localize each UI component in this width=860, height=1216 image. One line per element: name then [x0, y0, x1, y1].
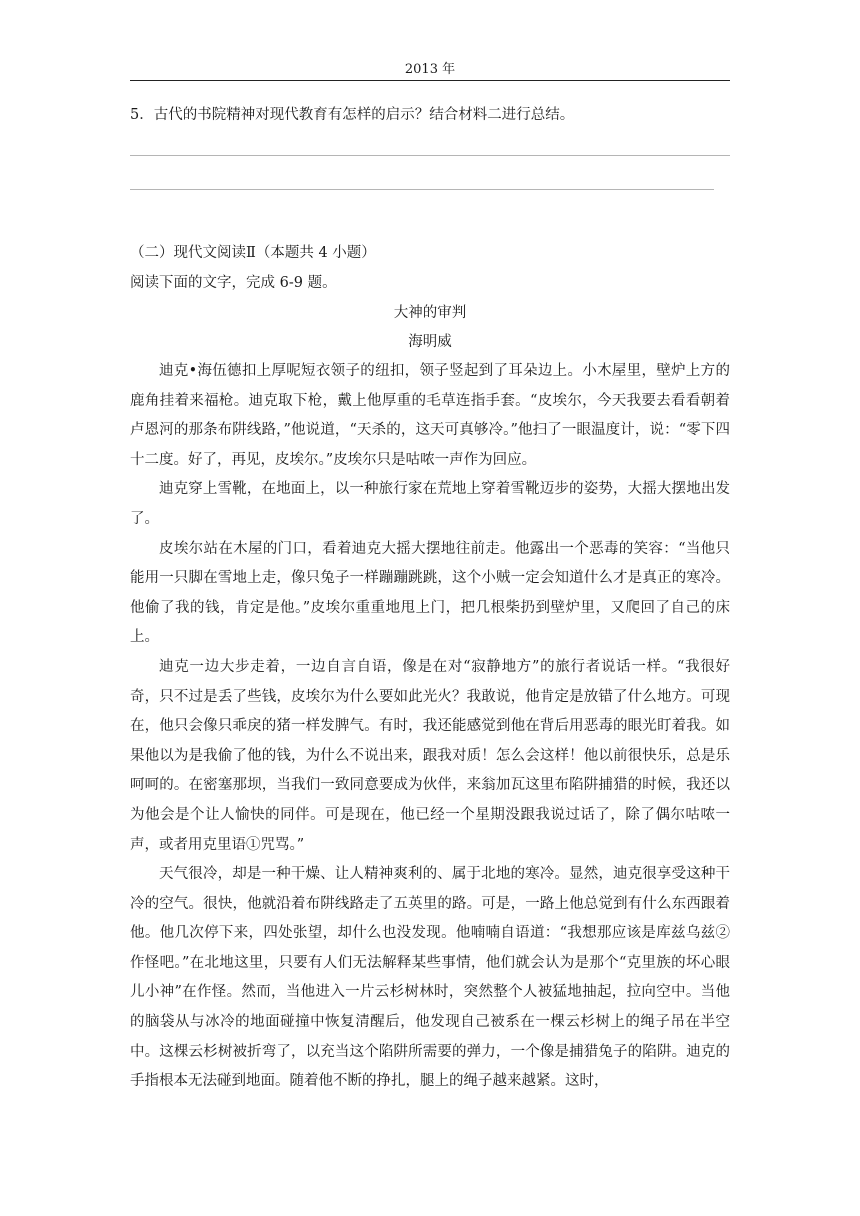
- section-instruction: 阅读下面的文字，完成 6-9 题。: [130, 275, 337, 291]
- story-paragraph: 天气很冷，却是一种干燥、让人精神爽利的、属于北地的寒冷。显然，迪克很享受这种干冷的空气。很快，他就沿着布阱线路走了五英里的路。可是，一路上他总觉到有什么东西跟着他。他几次停下来，四处张望，却什么也没发现。他喃喃自语道：“我想那应该是库兹乌兹②作怪吧。”在北地这里，只要有人们无法解释某些事情，他们就会认为是那个“克里族的坏心眼儿小神”在作怪。然而，当他进入一片云杉树林时，突然整个人被猛地抽起，拉向空中。当他的脑袋从与冰冷的地面碰撞中恢复清醒后，他发现自己被系在一棵云杉树上的绳子吊在半空中。这棵云杉树被折弯了，以充当这个陷阱所需要的弹力，一个像是捕猎兔子的陷阱。迪克的手指根本无法碰到地面。随着他不断的挣扎，腿上的绳子越来越紧。这时，: [130, 866, 730, 1090]
- answer-line-1: [130, 155, 730, 156]
- page-header-year: 2013 年: [404, 62, 456, 77]
- story-paragraph: 迪克一边大步走着，一边自言自语，像是在对“寂静地方”的旅行者说话一样。“我很好奇，只不过是丢了些钱，皮埃尔为什么要如此光火？我敢说，他肯定是放错了什么地方。可现在，他只会像只乖戾的猪一样发脾气。有时，我还能感觉到他在背后用恶毒的眼光盯着我。如果他以为是我偷了他的钱，为什么不说出来，跟我对质！怎么会这样！他以前很快乐，总是乐呵呵的。在密塞那坝，当我们一致同意要成为伙伴，来翁加瓦这里布陷阱捕猎的时候，我还以为他会是个让人愉快的同伴。可是现在，他已经一个星期没跟我说过话了，除了偶尔咕哝一声，或者用克里语①咒骂。”: [130, 658, 730, 853]
- story-paragraph: 皮埃尔站在木屋的门口，看着迪克大摇大摆地往前走。他露出一个恶毒的笑容：“当他只能用一只脚在雪地上走，像只兔子一样蹦蹦跳跳，这个小贼一定会知道什么才是真正的寒冷。他偷了我的钱，肯定是他。”皮埃尔重重地甩上门，把几根柴扔到壁炉里，又爬回了自己的床上。: [130, 540, 730, 646]
- story-paragraph: 迪克穿上雪靴，在地面上，以一种旅行家在荒地上穿着雪靴迈步的姿势，大摇大摆地出发了。: [130, 481, 730, 527]
- story-author: 海明威: [408, 334, 452, 350]
- story-paragraph: 迪克•海伍德扣上厚呢短衣领子的纽扣，领子竖起到了耳朵边上。小木屋里，壁炉上方的鹿角挂着来福枪。迪克取下枪，戴上他厚重的毛草连指手套。“皮埃尔，今天我要去看看朝着卢恩河的那条布阱线路，”他说道，“天杀的，这天可真够冷。”他扫了一眼温度计，说：“零下四十二度。好了，再见，皮埃尔。”皮埃尔只是咕哝一声作为回应。: [130, 363, 730, 468]
- question-5: 5．古代的书院精神对现代教育有怎样的启示？结合材料二进行总结。: [130, 107, 575, 123]
- story-title: 大神的审判: [393, 305, 467, 321]
- answer-line-2: [130, 189, 714, 190]
- story-body: [130, 357, 730, 1097]
- section-title: （二）现代文阅读Ⅱ（本题共 4 小题）: [130, 245, 376, 261]
- header-rule: [130, 80, 730, 81]
